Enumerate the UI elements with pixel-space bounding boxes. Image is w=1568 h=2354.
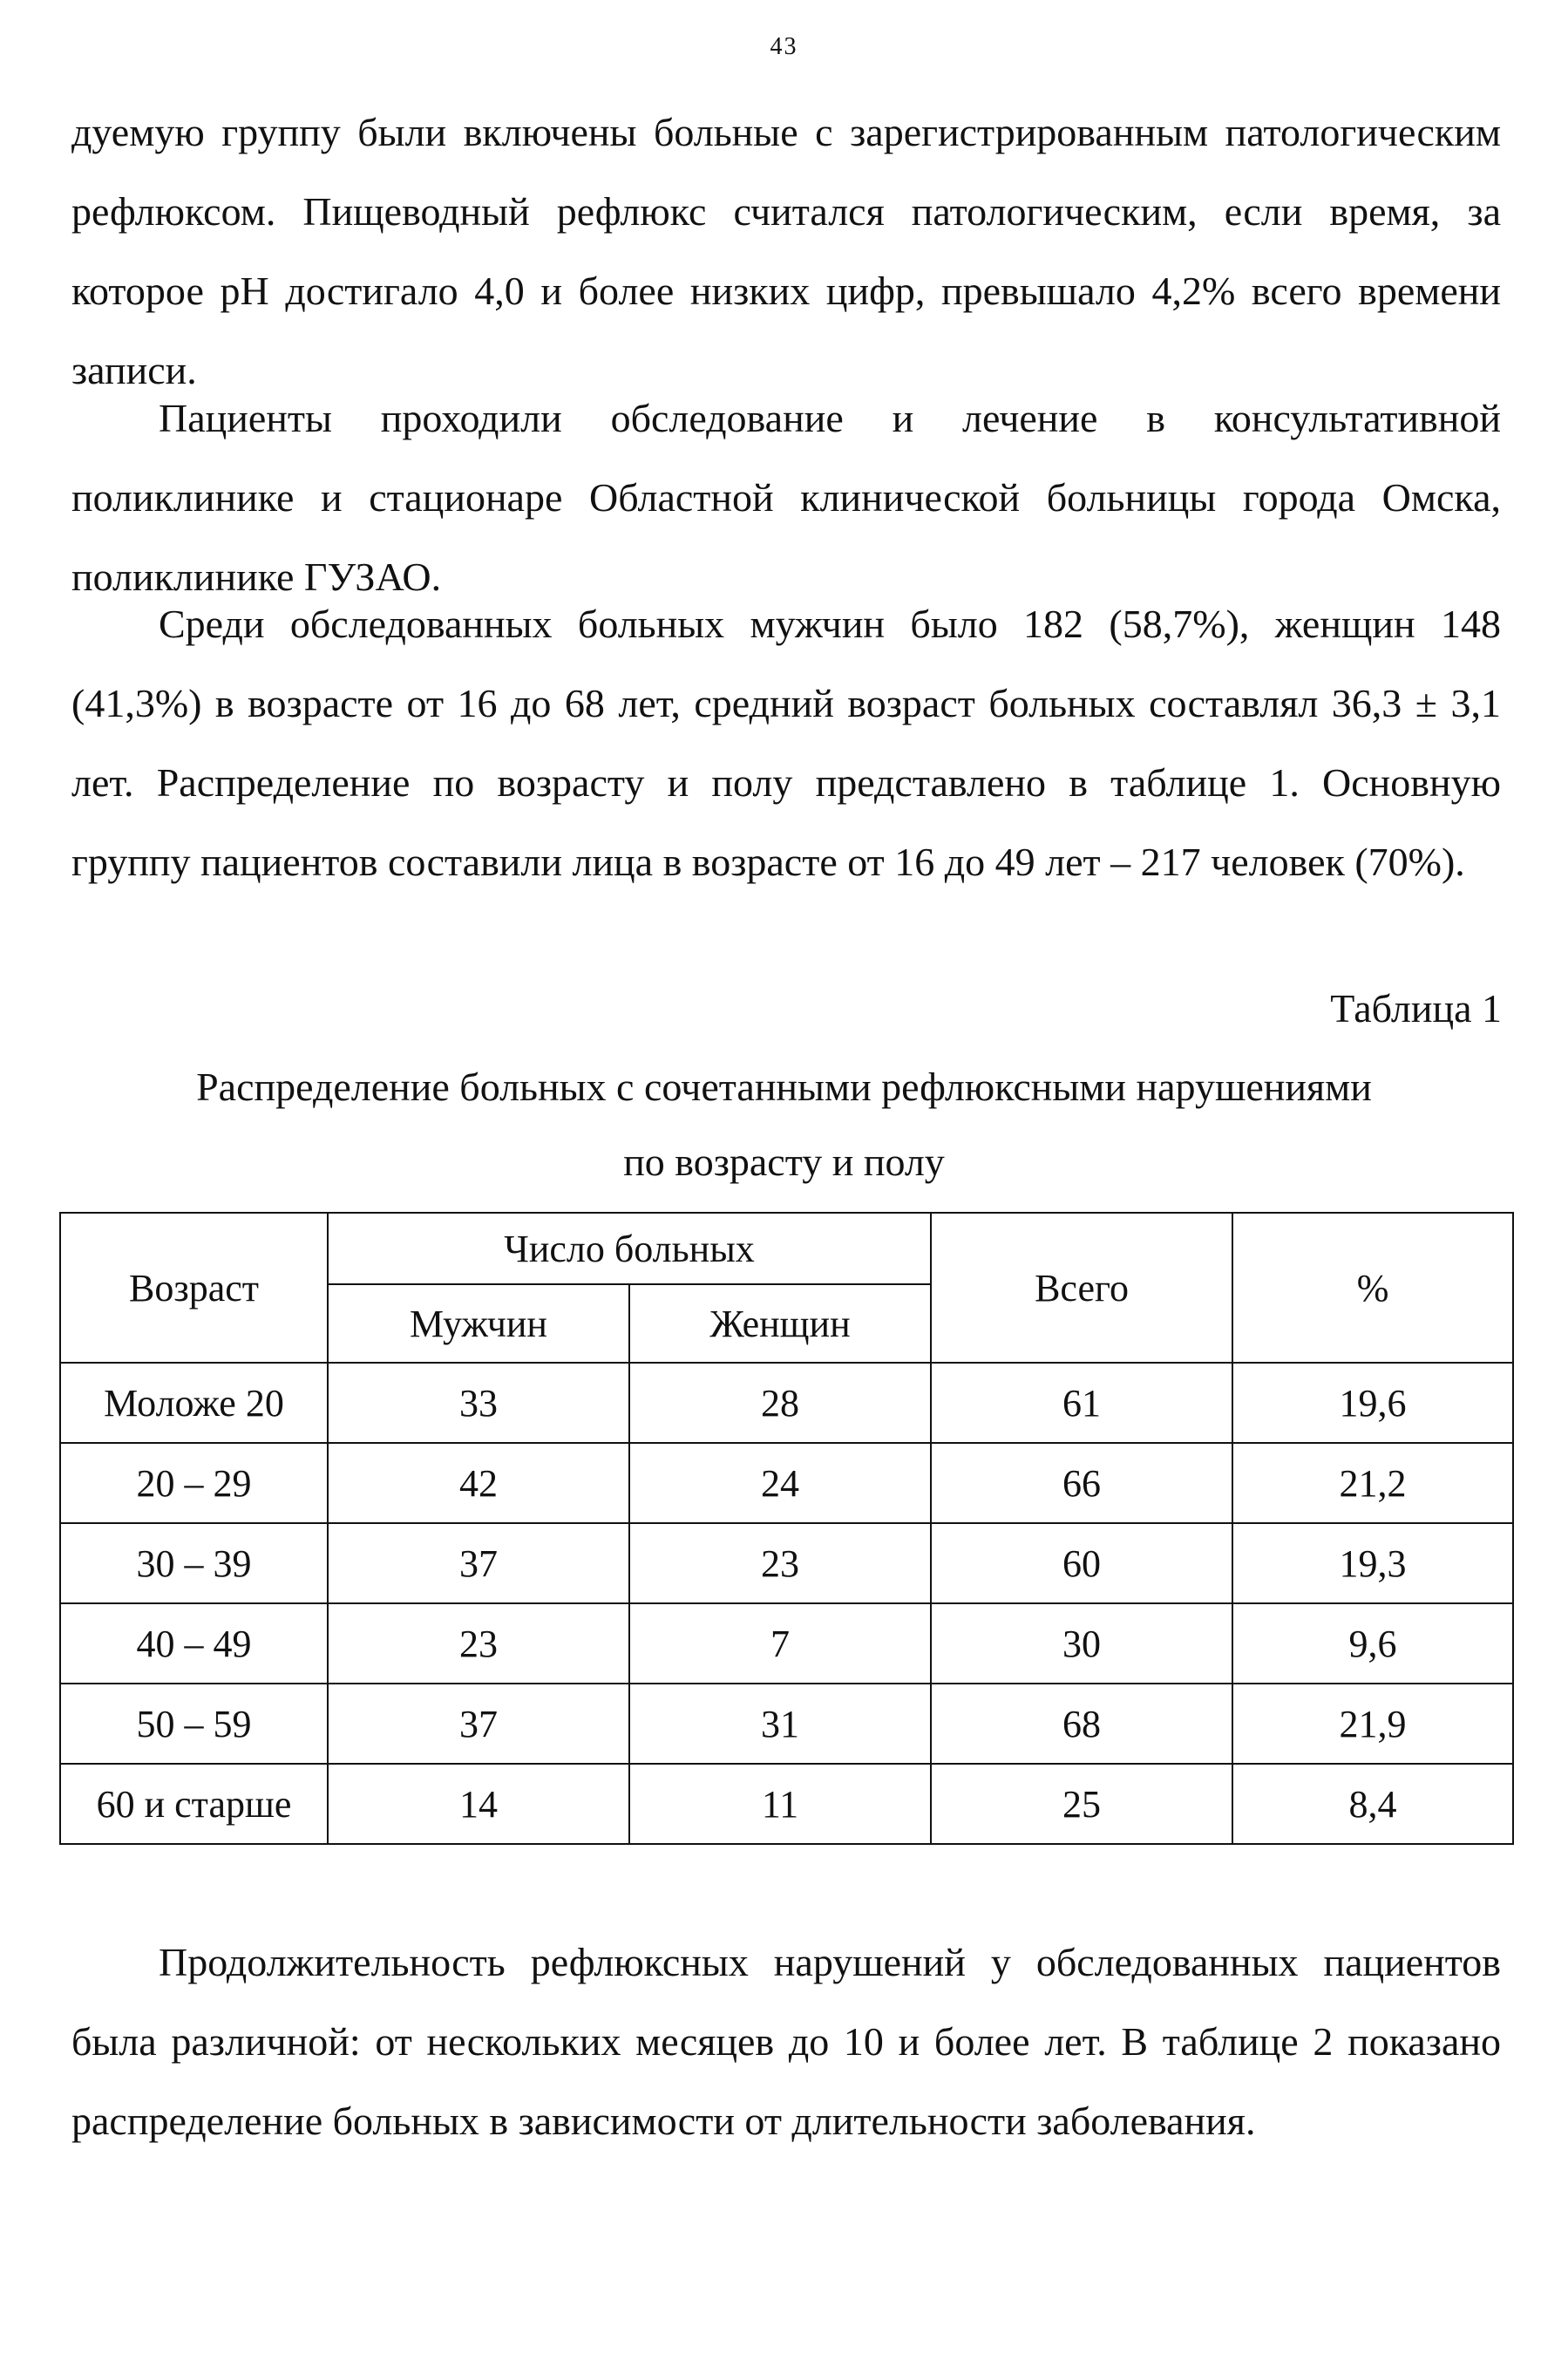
cell-age: 20 – 29 xyxy=(60,1443,328,1523)
age-sex-distribution-table xyxy=(59,1212,1514,1845)
cell-women: 24 xyxy=(629,1443,931,1523)
table-row xyxy=(60,1684,1513,1764)
paragraph-3: Среди обследованных больных мужчин было 182 (58,7%), женщин 148 (41,3%) в возрасте от 16 до 68 лет, средний возраст больных составлял 36,3 ± 3,1 лет. Распределение по возрасту и полу представлено в таблице 1. Основную группу пациентов составили лица в возрасте от 16 до 49 лет – 217 человек (70%). xyxy=(71,602,1501,884)
cell-women: 31 xyxy=(629,1684,931,1764)
header-men: Мужчин xyxy=(328,1284,629,1363)
cell-age: 60 и старше xyxy=(60,1764,328,1844)
table-row xyxy=(60,1443,1513,1523)
table-row xyxy=(60,1363,1513,1443)
cell-women: 11 xyxy=(629,1764,931,1844)
table-header-row xyxy=(60,1213,1513,1284)
cell-women: 7 xyxy=(629,1603,931,1684)
cell-percent: 9,6 xyxy=(1232,1603,1513,1684)
table-caption-line-1: Распределение больных с сочетанными рефлюксными нарушениями xyxy=(196,1065,1372,1109)
table-label: Таблица 1 xyxy=(1330,986,1502,1031)
cell-age: Моложе 20 xyxy=(60,1363,328,1443)
cell-age: 30 – 39 xyxy=(60,1523,328,1603)
cell-percent: 19,6 xyxy=(1232,1363,1513,1443)
header-percent: % xyxy=(1232,1213,1513,1363)
header-total: Всего xyxy=(931,1213,1232,1363)
cell-women: 23 xyxy=(629,1523,931,1603)
paragraph-2: Пациенты проходили обследование и лечение в консультативной поликлинике и стационаре Областной клинической больницы города Омска, поликлинике ГУЗАО. xyxy=(71,396,1501,599)
cell-total: 60 xyxy=(931,1523,1232,1603)
cell-total: 68 xyxy=(931,1684,1232,1764)
cell-men: 23 xyxy=(328,1603,629,1684)
cell-total: 30 xyxy=(931,1603,1232,1684)
paragraph-1: дуемую группу были включены больные с зарегистрированным патологическим рефлюксом. Пищеводный рефлюкс считался патологическим, если время, за которое pH достигало 4,0 и более низких цифр, превышало 4,2% всего времени записи. xyxy=(71,110,1501,392)
cell-women: 28 xyxy=(629,1363,931,1443)
cell-total: 25 xyxy=(931,1764,1232,1844)
table-row xyxy=(60,1764,1513,1844)
cell-total: 61 xyxy=(931,1363,1232,1443)
cell-percent: 8,4 xyxy=(1232,1764,1513,1844)
cell-age: 40 – 49 xyxy=(60,1603,328,1684)
cell-percent: 21,9 xyxy=(1232,1684,1513,1764)
cell-men: 14 xyxy=(328,1764,629,1844)
cell-men: 37 xyxy=(328,1523,629,1603)
cell-men: 42 xyxy=(328,1443,629,1523)
cell-men: 37 xyxy=(328,1684,629,1764)
cell-percent: 19,3 xyxy=(1232,1523,1513,1603)
page-number: 43 xyxy=(770,33,798,60)
table-row xyxy=(60,1523,1513,1603)
cell-percent: 21,2 xyxy=(1232,1443,1513,1523)
cell-total: 66 xyxy=(931,1443,1232,1523)
header-age: Возраст xyxy=(60,1213,328,1363)
header-women: Женщин xyxy=(629,1284,931,1363)
cell-age: 50 – 59 xyxy=(60,1684,328,1764)
header-patients: Число больных xyxy=(328,1213,931,1284)
cell-men: 33 xyxy=(328,1363,629,1443)
table-caption xyxy=(0,1050,1568,1200)
paragraph-4: Продолжительность рефлюксных нарушений у обследованных пациентов была различной: от нескольких месяцев до 10 и более лет. В таблице 2 показано распределение больных в зависимости от длительности заболевания. xyxy=(71,1940,1501,2143)
table-row xyxy=(60,1603,1513,1684)
table-caption-line-2: по возрасту и полу xyxy=(623,1140,945,1184)
